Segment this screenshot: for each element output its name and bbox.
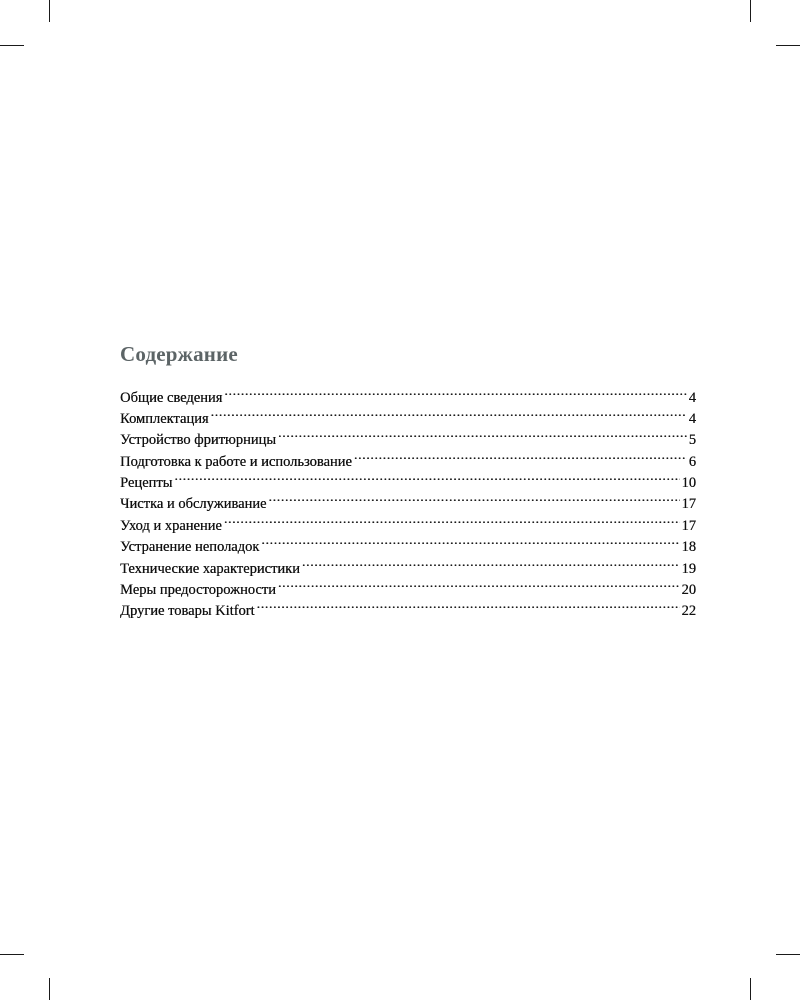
crop-mark-bottom-left-vertical	[49, 978, 50, 1000]
crop-mark-bottom-right-vertical	[750, 978, 751, 1000]
toc-entry-label: Технические характеристики	[120, 560, 300, 577]
toc-dot-leader	[261, 537, 679, 552]
toc-entry-label: Устранение неполадок	[120, 539, 260, 556]
toc-entry-page-number: 17	[681, 496, 696, 513]
toc-entry-label: Уход и хранение	[120, 517, 222, 534]
toc-entry-page-number: 20	[681, 582, 696, 599]
toc-entry[interactable]	[120, 580, 696, 601]
toc-entry-label: Общие сведения	[120, 389, 223, 406]
toc-entry[interactable]	[120, 601, 696, 622]
toc-dot-leader	[257, 601, 680, 616]
toc-dot-leader	[302, 558, 680, 573]
toc-entry-label: Чистка и обслуживание	[120, 496, 267, 513]
toc-dot-leader	[268, 494, 679, 509]
toc-entry[interactable]	[120, 537, 696, 558]
toc-entry-page-number: 6	[688, 453, 696, 470]
toc-entry[interactable]	[120, 408, 696, 429]
toc-entry-label: Подготовка к работе и использование	[120, 453, 352, 470]
toc-entry[interactable]	[120, 558, 696, 579]
toc-entry[interactable]	[120, 451, 696, 472]
toc-entry-label: Устройство фритюрницы	[120, 432, 276, 449]
crop-mark-top-right-horizontal	[776, 45, 800, 46]
crop-mark-top-left-vertical	[49, 0, 50, 22]
toc-dot-leader	[224, 387, 686, 402]
toc-dot-leader	[354, 451, 687, 466]
toc-entry-page-number: 19	[681, 560, 696, 577]
toc-title: Содержание	[120, 342, 238, 366]
toc-dot-leader	[211, 408, 687, 423]
crop-mark-top-left-horizontal	[0, 45, 24, 46]
toc-entry-label: Рецепты	[120, 475, 173, 492]
toc-entry-page-number: 10	[681, 475, 696, 492]
toc-entry-page-number: 17	[681, 517, 696, 534]
toc-entry[interactable]	[120, 430, 696, 451]
toc-entry[interactable]	[120, 387, 696, 408]
toc-dot-leader	[174, 473, 679, 488]
toc-entry-page-number: 4	[688, 410, 696, 427]
toc-entry[interactable]	[120, 473, 696, 494]
toc-entry-page-number: 18	[681, 539, 696, 556]
toc-entry-label: Меры предосторожности	[120, 582, 276, 599]
toc-entry-page-number: 4	[688, 389, 696, 406]
crop-mark-bottom-left-horizontal	[0, 954, 24, 955]
toc-entry[interactable]	[120, 494, 696, 515]
crop-mark-bottom-right-horizontal	[776, 954, 800, 955]
toc-list	[120, 387, 696, 622]
table-of-contents	[120, 342, 696, 622]
toc-entry-page-number: 5	[688, 432, 696, 449]
toc-entry[interactable]	[120, 515, 696, 536]
toc-entry-label: Комплектация	[120, 410, 209, 427]
toc-entry-page-number: 22	[681, 603, 696, 620]
toc-entry-label: Другие товары Kitfort	[120, 603, 255, 620]
toc-dot-leader	[278, 580, 680, 595]
toc-dot-leader	[224, 515, 680, 530]
toc-dot-leader	[278, 430, 687, 445]
crop-mark-top-right-vertical	[750, 0, 751, 22]
